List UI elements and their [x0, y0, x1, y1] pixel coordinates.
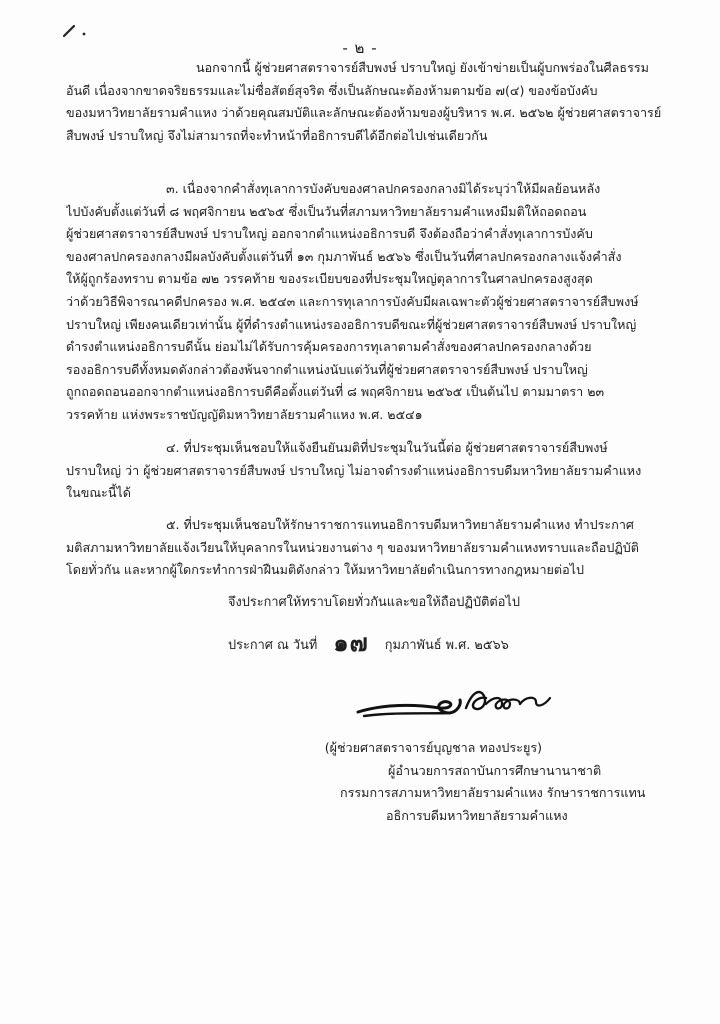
paragraph-item-5 — [66, 514, 666, 582]
paragraph-line: นอกจากนี้ ผู้ช่วยศาสตราจารย์สืบพงษ์ ปราบใหญ่ ยังเข้าข่ายเป็นผู้บกพร่องในศีลธรรม — [196, 60, 649, 75]
paragraph-line: ในขณะนี้ได้ — [66, 485, 131, 501]
announcement-date — [228, 621, 509, 660]
paragraph-line: ผู้ช่วยศาสตราจารย์สืบพงษ์ ปราบใหญ่ ออกจากตำแหน่งอธิการบดี จึงต้องถือว่าคำสั่งทุเลาการบังคับ — [66, 226, 593, 242]
paragraph-line: ปราบใหญ่ เพียงคนเดียวเท่านั้น ผู้ที่ดำรงตำแหน่งรองอธิการบดีขณะที่ผู้ช่วยศาสตราจารย์สืบพงษ์ ปราบใหญ่ — [66, 316, 637, 332]
paragraph-line: ปราบใหญ่ ว่า ผู้ช่วยศาสตราจารย์สืบพงษ์ ปราบใหญ่ ไม่อาจดำรงตำแหน่งอธิการบดีมหาวิทยาลัยรามคำแหง — [66, 462, 642, 478]
paragraph-item-3 — [66, 178, 666, 427]
date-day-handwritten: ๑๗ — [333, 628, 369, 657]
paragraph-line: โดยทั่วกัน และหากผู้ใดกระทำการฝ่าฝืนมติดังกล่าว ให้มหาวิทยาลัยดำเนินการทางกฎหมายต่อไป — [66, 562, 584, 578]
paragraph-line: ของศาลปกครองกลางมีผลบังคับตั้งแต่วันที่ ๑๓ กุมภาพันธ์ ๒๕๖๖ ซึ่งเป็นวันที่ศาลปกครองกลางแจ้งคำสั่ง — [66, 248, 622, 264]
paragraph-line: ของมหาวิทยาลัยรามคำแหง ว่าด้วยคุณสมบัติและลักษณะต้องห้ามของผู้บริหาร พ.ศ. ๒๕๖๒ ผู้ช่วยศาสตราจารย์ — [66, 105, 662, 121]
paragraph-line: ไปบังคับตั้งแต่วันที่ ๘ พฤศจิกายน ๒๕๖๕ ซึ่งเป็นวันที่สภามหาวิทยาลัยรามคำแหงมีมติให้ถอดถอน — [66, 203, 587, 219]
paragraph-line: ๓. เนื่องจากคำสั่งทุเลาการบังคับของศาลปกครองกลางมิได้ระบุว่าให้มีผลย้อนหลัง — [166, 181, 601, 196]
paragraph-line: มติสภามหาวิทยาลัยแจ้งเวียนให้บุคลากรในหน่วยงานต่าง ๆ ของมหาวิทยาลัยรามคำแหงทราบและถือปฏิบัติ — [66, 539, 639, 555]
signer-name: (ผู้ช่วยศาสตราจารย์บุญชาล ทองประยูร) — [324, 740, 542, 755]
paragraph-line: ดำรงตำแหน่งอธิการบดีนั้น ย่อมไม่ได้รับการคุ้มครองการทุเลาตามคำสั่งของศาลปกครองกลางด้วย — [66, 339, 592, 355]
date-suffix: กุมภาพันธ์ พ.ศ. ๒๕๖๖ — [384, 638, 509, 653]
signature-icon — [354, 682, 564, 726]
paragraph-line: ถูกถอดถอนออกจากตำแหน่งอธิการบดีคือตั้งแต่วันที่ ๘ พฤศจิกายน ๒๕๖๕ เป็นต้นไป ตามมาตรา ๒๓ — [66, 384, 605, 400]
paragraph-item-4 — [66, 437, 666, 505]
paragraph-misconduct — [66, 57, 666, 147]
paragraph-line: ว่าด้วยวิธีพิจารณาคดีปกครอง พ.ศ. ๒๕๔๓ และการทุเลาการบังคับมีผลเฉพาะตัวผู้ช่วยศาสตราจารย์สืบพงษ์ — [66, 293, 639, 309]
paragraph-line: สืบพงษ์ ปราบใหญ่ จึงไม่สามารถที่จะทำหน้าที่อธิการบดีได้อีกต่อไปเช่นเดียวกัน — [66, 127, 488, 143]
date-prefix: ประกาศ ณ วันที่ — [228, 638, 318, 653]
closing-statement: จึงประกาศให้ทราบโดยทั่วกันและขอให้ถือปฏิบัติต่อไป — [228, 595, 520, 610]
signer-position-line: กรรมการสภามหาวิทยาลัยรามคำแหง รักษาราชการแทน — [340, 785, 646, 800]
paragraph-line: วรรคท้าย แห่งพระราชบัญญัติมหาวิทยาลัยรามคำแหง พ.ศ. ๒๕๔๑ — [66, 406, 423, 422]
paragraph-line: ๕. ที่ประชุมเห็นชอบให้รักษาราชการแทนอธิการบดีมหาวิทยาลัยรามคำแหง ทำประกาศ — [166, 517, 634, 532]
page-number: - ๒ - — [342, 39, 378, 57]
paragraph-line: ให้ผู้ถูกร้องทราบ ตามข้อ ๗๒ วรรคท้าย ของระเบียบของที่ประชุมใหญ่ตุลาการในศาลปกครองสูงสุด — [66, 271, 593, 287]
paragraph-line: ๔. ที่ประชุมเห็นชอบให้แจ้งยืนยันมติที่ประชุมในวันนี้ต่อ ผู้ช่วยศาสตราจารย์สืบพงษ์ — [166, 440, 608, 455]
signer-position-line: อธิการบดีมหาวิทยาลัยรามคำแหง — [386, 808, 568, 823]
paragraph-line: รองอธิการบดีทั้งหมดดังกล่าวต้องพ้นจากตำแหน่งนับแต่วันที่ผู้ช่วยศาสตราจารย์สืบพงษ์ ปราบใหญ่ — [66, 361, 588, 377]
paragraph-line: อันดี เนื่องจากขาดจริยธรรมและไม่ซื่อสัตย์สุจริต ซึ่งเป็นลักษณะต้องห้ามตามข้อ ๗(๔) ของข้อบังคับ — [66, 82, 598, 98]
signer-position-line: ผู้อำนวยการสถาบันการศึกษานานาชาติ — [388, 763, 602, 778]
